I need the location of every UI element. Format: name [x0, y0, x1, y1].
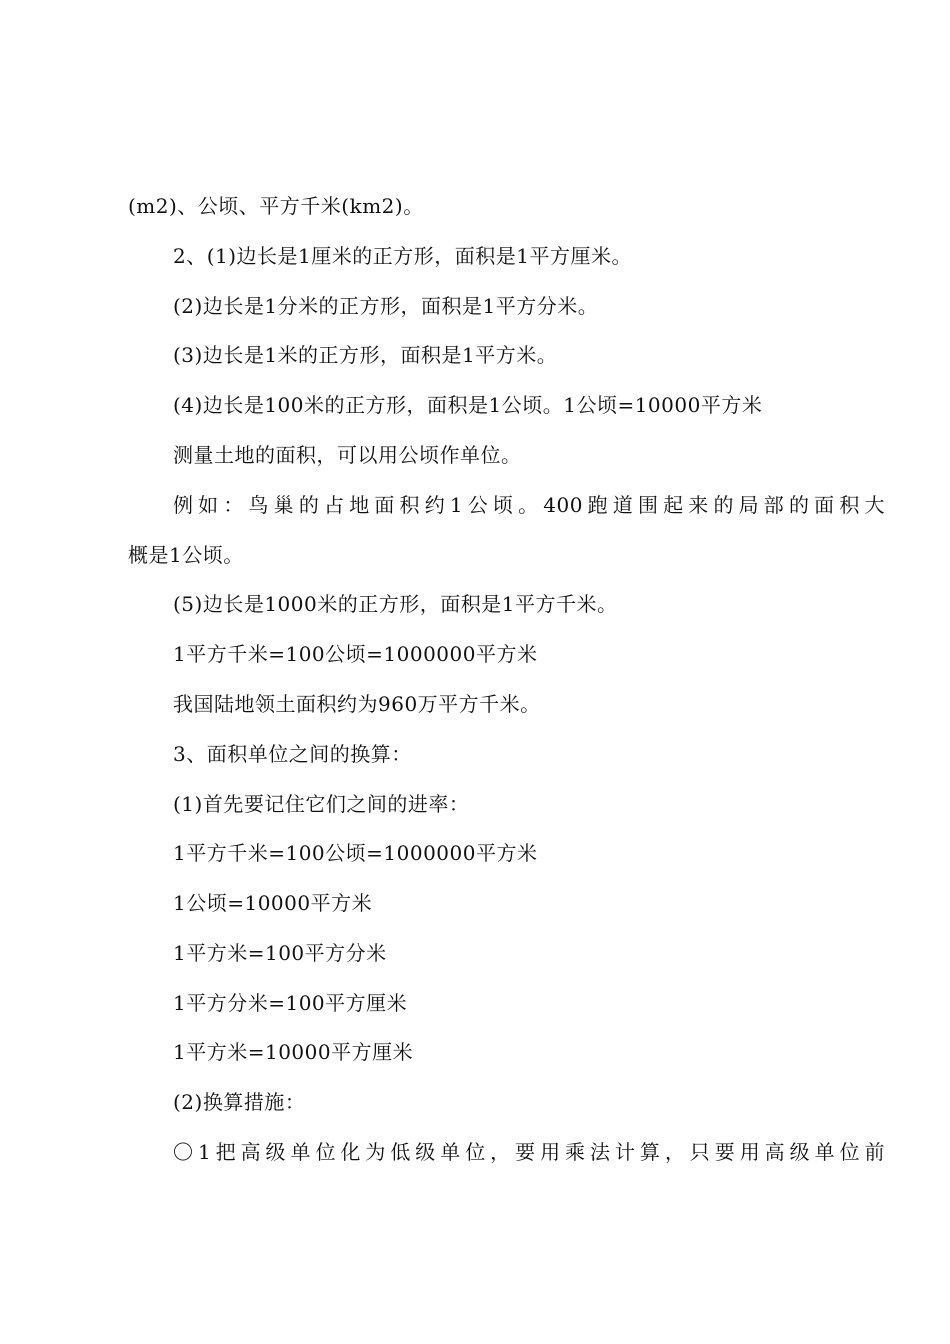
text-line-20: 〇1把高级单位化为低级单位，要用乘法计算，只要用高级单位前 — [173, 1140, 885, 1164]
text-line-9: (5)边长是1000米的正方形，面积是1平方千米。 — [173, 592, 618, 616]
text-line-19: (2)换算措施： — [173, 1090, 306, 1114]
text-line-17: 1平方分米=100平方厘米 — [173, 991, 408, 1015]
text-line-10: 1平方千米=100公顷=1000000平方米 — [173, 642, 538, 666]
text-line-4: (3)边长是1米的正方形，面积是1平方米。 — [173, 343, 558, 367]
text-line-16: 1平方米=100平方分米 — [173, 941, 387, 965]
text-line-1: (m2)、公顷、平方千米(km2)。 — [128, 194, 424, 218]
text-line-12: 3、面积单位之间的换算： — [173, 742, 412, 766]
text-line-5: (4)边长是100米的正方形，面积是1公顷。1公顷=10000平方米 — [173, 393, 763, 417]
text-line-15: 1公顷=10000平方米 — [173, 891, 373, 915]
text-line-7: 例如：鸟巢的占地面积约1公顷。400跑道围起来的局部的面积大 — [173, 493, 885, 517]
text-line-13: (1)首先要记住它们之间的进率： — [173, 792, 470, 816]
text-line-6: 测量土地的面积，可以用公顷作单位。 — [173, 443, 522, 467]
text-line-14: 1平方千米=100公顷=1000000平方米 — [173, 841, 538, 865]
text-line-11: 我国陆地领土面积约为960万平方千米。 — [173, 692, 541, 716]
text-line-18: 1平方米=10000平方厘米 — [173, 1040, 414, 1064]
text-line-3: (2)边长是1分米的正方形，面积是1平方分米。 — [173, 294, 599, 318]
text-line-8: 概是1公顷。 — [128, 543, 244, 567]
text-line-2: 2、(1)边长是1厘米的正方形，面积是1平方厘米。 — [173, 244, 633, 268]
